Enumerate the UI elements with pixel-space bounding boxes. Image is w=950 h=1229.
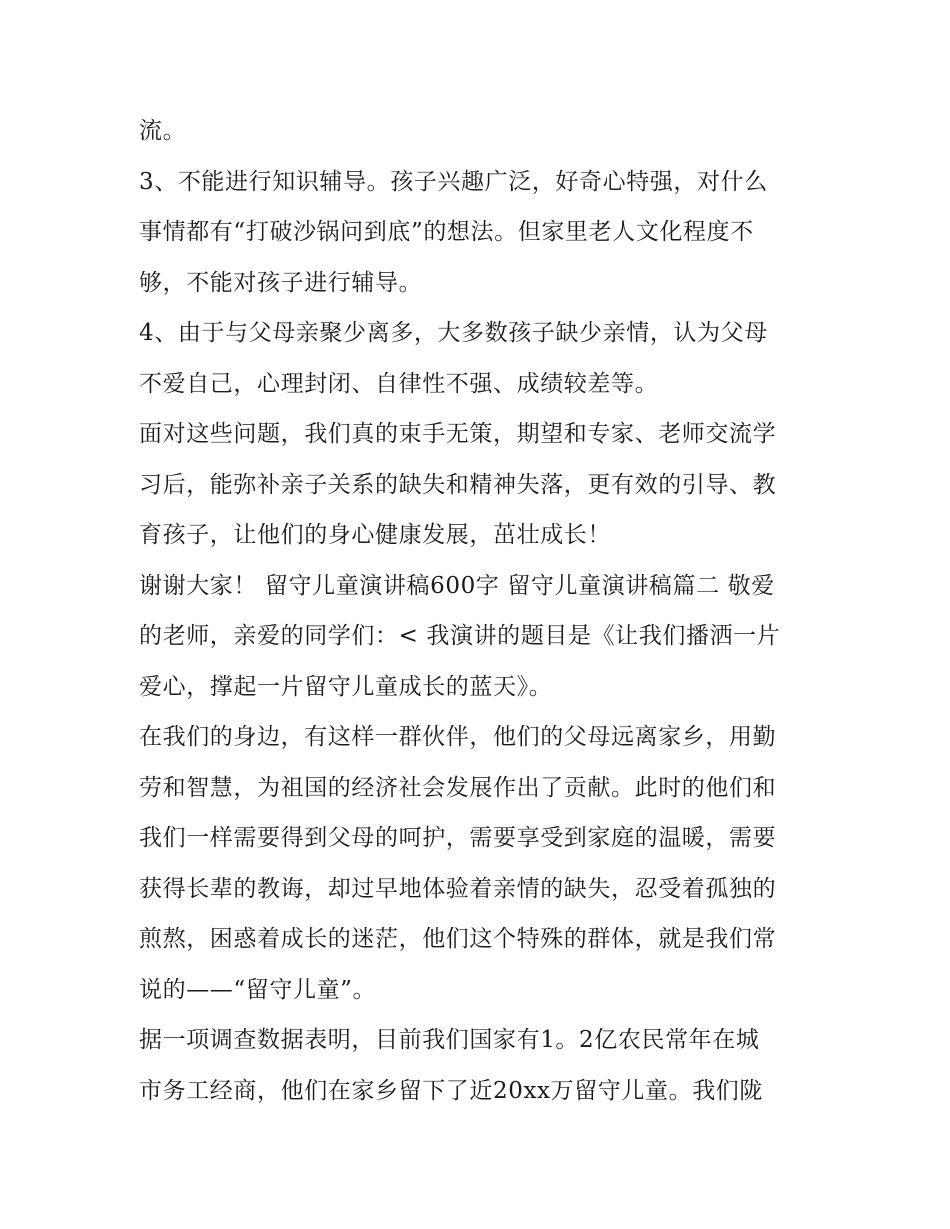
text-line: 煎熬，困惑着成长的迷茫，他们这个特殊的群体，就是我们常 bbox=[139, 926, 777, 952]
text-line: 习后，能弥补亲子关系的缺失和精神失落，更有效的引导、教 bbox=[139, 471, 777, 498]
text-line: 市务工经商，他们在家乡留下了近20xx万留守儿童。我们陇 bbox=[139, 1077, 764, 1104]
text-line: 据一项调查数据表明，目前我们国家有1。2亿农民常年在城 bbox=[139, 1027, 760, 1053]
text-line: 育孩子，让他们的身心健康发展，茁壮成长！ bbox=[139, 522, 611, 548]
text-line: 事情都有“打破沙锅问到底”的想法。但家里老人文化程度不 bbox=[139, 219, 754, 245]
text-line: 谢谢大家！ 留守儿童演讲稿600字 留守儿童演讲稿篇二 敬爱 bbox=[139, 572, 775, 599]
text-line: 爱心，撑起一片留守儿童成长的蓝天》。 bbox=[139, 673, 553, 700]
text-line: 够，不能对孩子进行辅导。 bbox=[139, 269, 423, 296]
text-line: 流。 bbox=[139, 118, 187, 144]
text-line: 面对这些问题，我们真的束手无策，期望和专家、老师交流学 bbox=[139, 421, 777, 447]
text-line: 说的——“留守儿童”。 bbox=[139, 976, 377, 1003]
text-line: 在我们的身边，有这样一群伙伴，他们的父母远离家乡，用勤 bbox=[139, 724, 777, 750]
text-line: 劳和智慧，为祖国的经济社会发展作出了贡献。此时的他们和 bbox=[139, 774, 777, 801]
text-line: 3、不能进行知识辅导。孩子兴趣广泛，好奇心特强，对什么 bbox=[139, 168, 768, 195]
text-line: 4、由于与父母亲聚少离多，大多数孩子缺少亲情，认为父母 bbox=[139, 320, 768, 346]
text-line: 的老师，亲爱的同学们：< 我演讲的题目是《让我们播洒一片 bbox=[139, 623, 781, 649]
text-line: 不爱自己，心理封闭、自律性不强、成绩较差等。 bbox=[139, 370, 659, 397]
text-line: 我们一样需要得到父母的呵护，需要享受到家庭的温暖，需要 bbox=[139, 825, 777, 851]
text-line: 获得长辈的教诲，却过早地体验着亲情的缺失，忍受着孤独的 bbox=[139, 875, 777, 902]
document-body bbox=[139, 106, 819, 1116]
